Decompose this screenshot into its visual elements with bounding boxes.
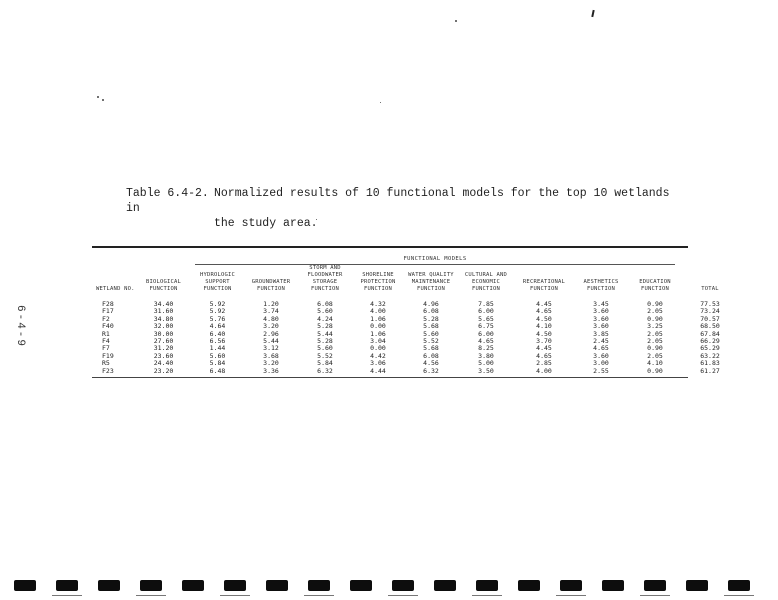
value-cell: 30.00 <box>153 329 174 338</box>
value-cell: 4.00 <box>536 366 552 375</box>
sprocket-hole <box>602 580 624 591</box>
value-cell: 3.12 <box>263 344 279 353</box>
caption-line-1: Normalized results of 10 functional models for the top 10 wetlands in <box>126 187 670 215</box>
table-row <box>92 296 738 308</box>
value-cell: 4.10 <box>536 322 552 331</box>
wetland-id-cell: F4 <box>102 337 110 346</box>
table-row <box>92 316 738 323</box>
value-cell: 4.56 <box>423 359 439 368</box>
value-cell: 4.65 <box>536 307 552 316</box>
column-header: AESTHETICS FUNCTION <box>583 279 619 292</box>
value-cell: 0.00 <box>370 344 386 353</box>
table-row <box>92 345 738 352</box>
value-cell: 65.29 <box>700 344 720 353</box>
value-cell: 5.65 <box>478 314 494 323</box>
value-cell: 5.84 <box>317 359 333 368</box>
sprocket-hole <box>224 580 246 591</box>
value-cell: 32.00 <box>153 322 174 331</box>
value-cell: 0.90 <box>647 314 663 323</box>
sprocket-hole <box>350 580 372 591</box>
value-cell: 73.24 <box>700 307 720 316</box>
table-row <box>92 360 738 367</box>
table-bottom-rule <box>92 377 688 378</box>
value-cell: 1.20 <box>263 300 279 308</box>
scan-speck <box>380 102 381 103</box>
wetland-id-cell: F7 <box>102 344 110 353</box>
value-cell: 6.32 <box>317 366 333 375</box>
value-cell: 5.92 <box>209 300 226 308</box>
edge-dash <box>724 595 754 596</box>
value-cell: 6.40 <box>209 329 226 338</box>
column-header: RECREATIONAL FUNCTION <box>522 279 566 292</box>
value-cell: 3.20 <box>263 322 279 331</box>
sprocket-hole <box>392 580 414 591</box>
value-cell: 0.00 <box>370 322 386 331</box>
value-cell: 61.83 <box>700 359 720 368</box>
value-cell: 6.56 <box>209 337 226 346</box>
sprocket-hole <box>686 580 708 591</box>
scan-speck <box>455 20 457 22</box>
results-table <box>92 246 720 378</box>
value-cell: 2.05 <box>647 337 663 346</box>
value-cell: 5.52 <box>423 337 439 346</box>
value-cell: 3.70 <box>536 337 552 346</box>
value-cell: 6.08 <box>423 351 439 360</box>
value-cell: 5.68 <box>423 322 439 331</box>
wetland-id-cell: R5 <box>102 359 110 368</box>
sprocket-hole <box>434 580 456 591</box>
wetland-id-cell: F19 <box>102 351 114 360</box>
column-header: STORM AND FLOODWATER STORAGE FUNCTION <box>307 265 343 292</box>
value-cell: 5.76 <box>209 314 226 323</box>
value-cell: 4.32 <box>370 300 386 308</box>
value-cell: 5.92 <box>209 307 226 316</box>
table-row <box>92 353 738 360</box>
header-row <box>92 265 738 296</box>
value-cell: 6.48 <box>209 366 226 375</box>
wetland-id-cell: F2 <box>102 314 110 323</box>
column-header: CULTURAL AND ECONOMIC FUNCTION <box>464 272 508 292</box>
sprocket-hole <box>56 580 78 591</box>
value-cell: 4.44 <box>370 366 386 375</box>
value-cell: 0.90 <box>647 344 663 353</box>
value-cell: 5.28 <box>317 337 333 346</box>
sprocket-hole <box>644 580 666 591</box>
value-cell: 77.53 <box>700 300 720 308</box>
value-cell: 31.60 <box>153 307 174 316</box>
value-cell: 5.52 <box>317 351 333 360</box>
column-header: GROUNDWATER FUNCTION <box>251 279 291 292</box>
value-cell: 4.24 <box>317 314 333 323</box>
value-cell: 6.08 <box>317 300 333 308</box>
column-header: EDUCATION FUNCTION <box>639 279 671 292</box>
value-cell: 4.42 <box>370 351 386 360</box>
functional-models-header: FUNCTIONAL MODELS <box>403 256 467 262</box>
edge-dash <box>136 595 166 596</box>
sprocket-hole <box>140 580 162 591</box>
value-cell: 5.28 <box>317 322 333 331</box>
value-cell: 6.75 <box>478 322 494 331</box>
table-row <box>92 323 738 330</box>
value-cell: 6.08 <box>423 307 439 316</box>
value-cell: 34.80 <box>153 314 174 323</box>
sprocket-hole <box>518 580 540 591</box>
value-cell: 24.40 <box>153 359 174 368</box>
value-cell: 3.74 <box>263 307 279 316</box>
edge-dash <box>472 595 502 596</box>
data-table <box>92 265 738 377</box>
value-cell: 66.29 <box>700 337 720 346</box>
value-cell: 2.05 <box>647 329 663 338</box>
value-cell: 4.45 <box>536 344 552 353</box>
value-cell: 6.00 <box>478 307 494 316</box>
edge-dash <box>388 595 418 596</box>
table-row <box>92 331 738 338</box>
sprocket-hole <box>98 580 120 591</box>
value-cell: 3.45 <box>593 300 609 308</box>
value-cell: 7.85 <box>478 300 494 308</box>
value-cell: 4.96 <box>423 300 439 308</box>
table-row <box>92 368 738 377</box>
scan-speck <box>102 99 104 101</box>
column-header: TOTAL <box>701 286 719 292</box>
value-cell: 1.06 <box>370 314 386 323</box>
value-cell: 4.45 <box>536 300 552 308</box>
value-cell: 5.44 <box>263 337 279 346</box>
value-cell: 5.68 <box>423 344 439 353</box>
value-cell: 4.65 <box>536 351 552 360</box>
edge-dash <box>52 595 82 596</box>
value-cell: 6.00 <box>478 329 494 338</box>
value-cell: 68.50 <box>700 322 720 331</box>
value-cell: 61.27 <box>700 366 720 375</box>
value-cell: 5.84 <box>209 359 226 368</box>
scan-speck <box>97 96 99 98</box>
edge-dash <box>220 595 250 596</box>
wetland-id-cell: F17 <box>102 307 114 316</box>
edge-dash <box>640 595 670 596</box>
value-cell: 1.44 <box>209 344 226 353</box>
value-cell: 27.60 <box>153 337 174 346</box>
value-cell: 3.25 <box>647 322 663 331</box>
wetland-id-cell: F40 <box>102 322 114 331</box>
value-cell: 2.85 <box>536 359 552 368</box>
value-cell: 2.96 <box>263 329 279 338</box>
column-header: SHORELINE PROTECTION FUNCTION <box>360 272 396 292</box>
value-cell: 3.50 <box>478 366 494 375</box>
side-page-number: 6-4-9 <box>14 305 26 349</box>
value-cell: 3.06 <box>370 359 386 368</box>
value-cell: 4.10 <box>647 359 663 368</box>
value-cell: 3.04 <box>370 337 386 346</box>
value-cell: 23.60 <box>153 351 174 360</box>
value-cell: 5.00 <box>478 359 494 368</box>
value-cell: 3.60 <box>593 351 609 360</box>
wetland-id-cell: F23 <box>102 366 114 375</box>
value-cell: 67.84 <box>700 329 720 338</box>
value-cell: 4.64 <box>209 322 226 331</box>
sprocket-hole <box>476 580 498 591</box>
scan-mark <box>591 10 594 17</box>
table-top-rule <box>92 246 688 248</box>
sprocket-hole <box>14 580 36 591</box>
value-cell: 3.80 <box>478 351 494 360</box>
value-cell: 2.05 <box>647 307 663 316</box>
sprocket-hole <box>308 580 330 591</box>
value-cell: 5.60 <box>317 344 333 353</box>
table-row <box>92 308 738 315</box>
value-cell: 4.00 <box>370 307 386 316</box>
value-cell: 70.57 <box>700 314 720 323</box>
column-header: BIOLOGICAL FUNCTION <box>145 279 182 292</box>
value-cell: 5.60 <box>423 329 439 338</box>
value-cell: 3.36 <box>263 366 279 375</box>
column-header: WATER QUALITY MAINTENANCE FUNCTION <box>408 272 454 292</box>
value-cell: 3.60 <box>593 314 609 323</box>
value-cell: 3.68 <box>263 351 279 360</box>
value-cell: 4.65 <box>478 337 494 346</box>
value-cell: 4.50 <box>536 314 552 323</box>
value-cell: 0.90 <box>647 366 663 375</box>
value-cell: 2.05 <box>647 351 663 360</box>
wetland-id-cell: R1 <box>102 329 110 338</box>
value-cell: 2.55 <box>593 366 609 375</box>
film-sprocket-strip <box>0 574 778 600</box>
value-cell: 1.06 <box>370 329 386 338</box>
value-cell: 3.20 <box>263 359 279 368</box>
value-cell: 63.22 <box>700 351 720 360</box>
table-caption <box>126 186 686 231</box>
value-cell: 2.45 <box>593 337 609 346</box>
value-cell: 8.25 <box>478 344 494 353</box>
table-body <box>92 296 738 377</box>
value-cell: 4.65 <box>593 344 609 353</box>
table-number: Table 6.4-2. <box>126 187 209 200</box>
value-cell: 5.28 <box>423 314 439 323</box>
sprocket-hole <box>560 580 582 591</box>
sprocket-hole <box>728 580 750 591</box>
edge-dash <box>304 595 334 596</box>
value-cell: 3.00 <box>593 359 609 368</box>
value-cell: 23.20 <box>153 366 174 375</box>
value-cell: 3.85 <box>593 329 609 338</box>
sprocket-hole <box>266 580 288 591</box>
value-cell: 5.60 <box>317 307 333 316</box>
value-cell: 5.44 <box>317 329 333 338</box>
edge-dash <box>556 595 586 596</box>
column-header: WETLAND NO. <box>96 286 135 292</box>
value-cell: 3.60 <box>593 307 609 316</box>
value-cell: 5.60 <box>209 351 226 360</box>
value-cell: 6.32 <box>423 366 439 375</box>
sprocket-hole <box>182 580 204 591</box>
wetland-id-cell: F28 <box>102 300 114 308</box>
caption-line-2: the study area. <box>214 217 318 230</box>
table-row <box>92 338 738 345</box>
value-cell: 4.80 <box>263 314 279 323</box>
value-cell: 0.90 <box>647 300 663 308</box>
value-cell: 31.20 <box>153 344 174 353</box>
value-cell: 34.40 <box>153 300 174 308</box>
value-cell: 3.60 <box>593 322 609 331</box>
value-cell: 4.50 <box>536 329 552 338</box>
column-header: HYDROLOGIC SUPPORT FUNCTION <box>199 272 236 292</box>
